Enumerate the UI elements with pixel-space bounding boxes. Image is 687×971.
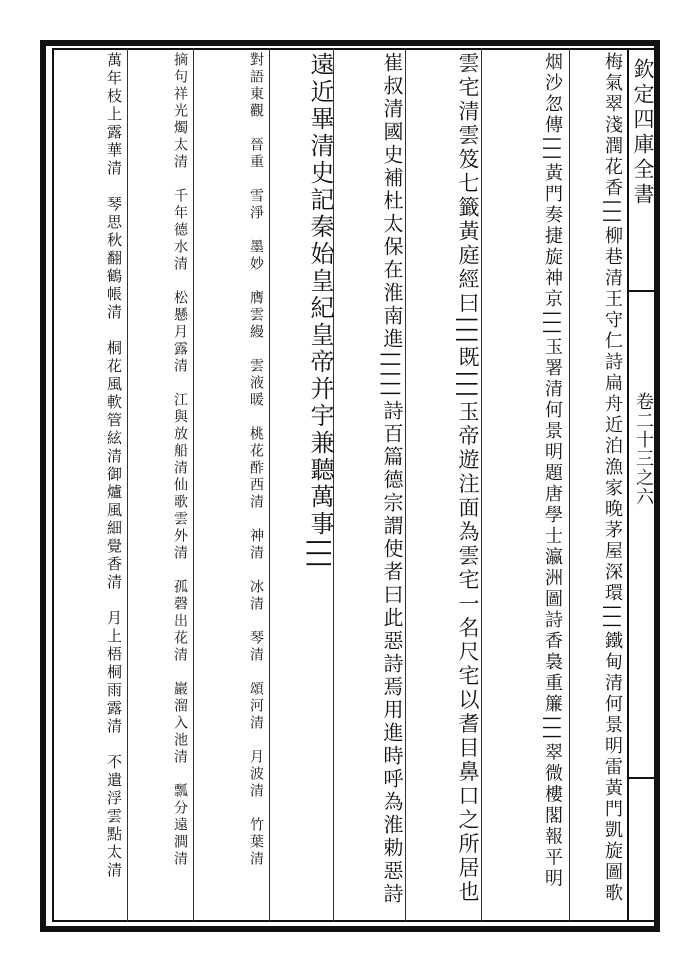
column-text: 梅氣翠淺潤花香|||柳巷清王守仁詩扁舟近泊漁家晚茅屋深環|||鐵甸清何景明雷黃門凱旋圖歌 — [602, 52, 623, 905]
column-text: 雲宅清雲笈七籤黃庭經曰|||既|||玉帝遊注面為雲宅一名尺宅以耆目鼻口之所居也 — [456, 52, 480, 905]
text-column-1 — [573, 52, 625, 904]
column-rule — [269, 48, 270, 922]
column-text: 遠近畢清史記秦始皇紀皇帝并宇兼聽萬事||| — [306, 52, 334, 572]
margin-book-title: 欽定四庫全書 — [631, 58, 655, 208]
column-text: 崔叔清國史補杜太保在淮南進|||||詩百篇德宗謂使者曰此惡詩焉用進時呼為淮勅惡詩 — [380, 52, 404, 906]
margin-divider-top — [627, 290, 660, 292]
column-rule — [127, 48, 128, 922]
column-text: 烟沙忽傳|||黃門奏捷旋神京|||玉署清何景明題唐學士瀛洲圖詩香裊重簾|||翠微樓閣報平明 — [542, 52, 563, 890]
text-column-3 — [410, 52, 480, 904]
text-column-4 — [338, 52, 404, 906]
column-rule — [569, 48, 570, 922]
column-text: 對語東觀 晉重 雪淨 墨妙 膺雲縵 雲液暖 桃花酢西清 神清 冰清 琴清 頌河清 月波清 竹葉清 — [248, 52, 264, 868]
column-text: 萬年枝上露華清 琴思秋翻鶴帳清 桐花風軟管絃清御爐風細覺香清 月上梧桐雨露清 不遣浮雲點太清 — [105, 52, 123, 880]
column-rule — [481, 48, 482, 922]
margin-divider-bottom — [627, 777, 660, 779]
text-column-7 — [132, 52, 192, 868]
column-rule — [193, 48, 194, 922]
text-column-8 — [58, 52, 126, 880]
text-column-2 — [487, 52, 565, 890]
text-column-5 — [274, 52, 332, 571]
column-text: 摘句祥光燭太清 千年德水清 松懸月露清 江與放船清仙歌雲外清 孤磬出花清 巖溜入池清 瓢分遠澗清 — [172, 52, 188, 868]
column-rule — [405, 48, 406, 922]
text-column-6 — [198, 52, 268, 868]
margin-volume: 卷二十三之六 — [633, 392, 654, 506]
